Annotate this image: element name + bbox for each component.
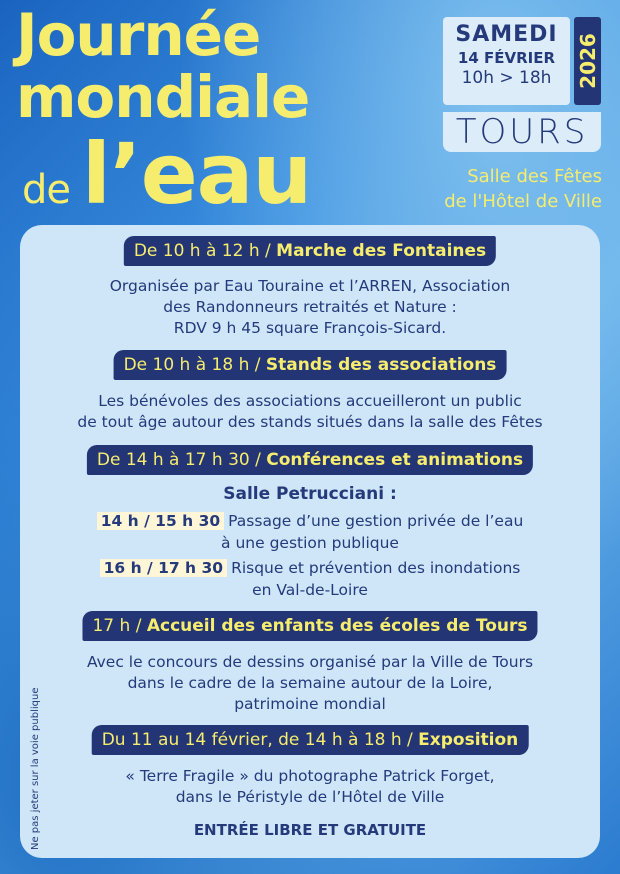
section-body <box>0 276 620 339</box>
event-hours: 10h > 18h <box>461 68 552 88</box>
section-body <box>0 652 620 715</box>
body-line: Les bénévoles des associations accueilleront un public <box>98 392 522 410</box>
section-time: De 14 h à 17 h 30 / <box>96 450 261 470</box>
section-title: Marche des Fontaines <box>276 241 487 261</box>
section-header <box>87 445 533 475</box>
title-line: l’eau <box>82 125 312 223</box>
talk-time: 16 h / 17 h 30 <box>100 559 227 577</box>
year-text: 2026 <box>575 33 600 89</box>
body-line: dans le Péristyle de l’Hôtel de Ville <box>175 788 445 806</box>
talk-item <box>0 558 620 579</box>
event-year <box>574 17 601 105</box>
section-time: De 10 h à 18 h / <box>123 355 261 375</box>
section-header <box>82 611 537 641</box>
section-header <box>124 236 496 266</box>
section-title: Stands des associations <box>265 355 497 375</box>
body-line: patrimoine mondial <box>234 695 386 713</box>
section-title: Exposition <box>418 730 519 750</box>
venue-line: Salle des Fêtes <box>467 166 602 187</box>
event-day: SAMEDI <box>455 22 558 47</box>
section-time: De 10 h à 12 h / <box>133 241 271 261</box>
section-time: 17 h / <box>92 616 142 636</box>
date-box <box>443 17 570 105</box>
title-line: Journée <box>16 1 261 69</box>
body-line: RDV 9 h 45 square François-Sicard. <box>173 319 447 337</box>
section-subtitle: Salle Petrucciani : <box>223 484 397 504</box>
body-line: des Randonneurs retraités et Nature : <box>163 298 457 316</box>
section-title: Accueil des enfants des écoles de Tours <box>146 616 528 636</box>
side-note: Ne pas jeter sur la voie publique <box>30 687 41 850</box>
section-time: Du 11 au 14 février, de 14 h à 18 h / <box>101 730 413 750</box>
body-line: Avec le concours de dessins organisé par la Ville de Tours <box>86 653 534 671</box>
section-header <box>92 725 529 755</box>
venue-line: de l'Hôtel de Ville <box>444 191 602 212</box>
section-title: Conférences et animations <box>266 450 524 470</box>
section-body <box>0 391 620 433</box>
section-body <box>0 766 620 808</box>
talk-title-cont: en Val-de-Loire <box>252 581 368 599</box>
event-city: TOURS <box>443 112 601 152</box>
title-line: de <box>22 167 70 213</box>
body-line: « Terre Fragile » du photographe Patrick Forget, <box>125 767 495 785</box>
title-line: mondiale <box>16 63 310 131</box>
section-header <box>114 350 507 380</box>
talk-title: Risque et prévention des inondations <box>231 559 521 577</box>
talk-title-cont: à une gestion publique <box>221 534 399 552</box>
event-venue <box>444 164 602 214</box>
body-line: de tout âge autour des stands situés dans la salle des Fêtes <box>77 413 543 431</box>
talk-title: Passage d’une gestion privée de l’eau <box>228 512 524 530</box>
body-line: dans le cadre de la semaine autour de la Loire, <box>127 674 493 692</box>
event-date: 14 FÉVRIER <box>457 49 556 67</box>
body-line: Organisée par Eau Touraine et l’ARREN, Association <box>109 277 511 295</box>
talk-item <box>0 511 620 532</box>
talk-time: 14 h / 15 h 30 <box>97 512 224 530</box>
footer-note: ENTRÉE LIBRE ET GRATUITE <box>193 821 427 839</box>
